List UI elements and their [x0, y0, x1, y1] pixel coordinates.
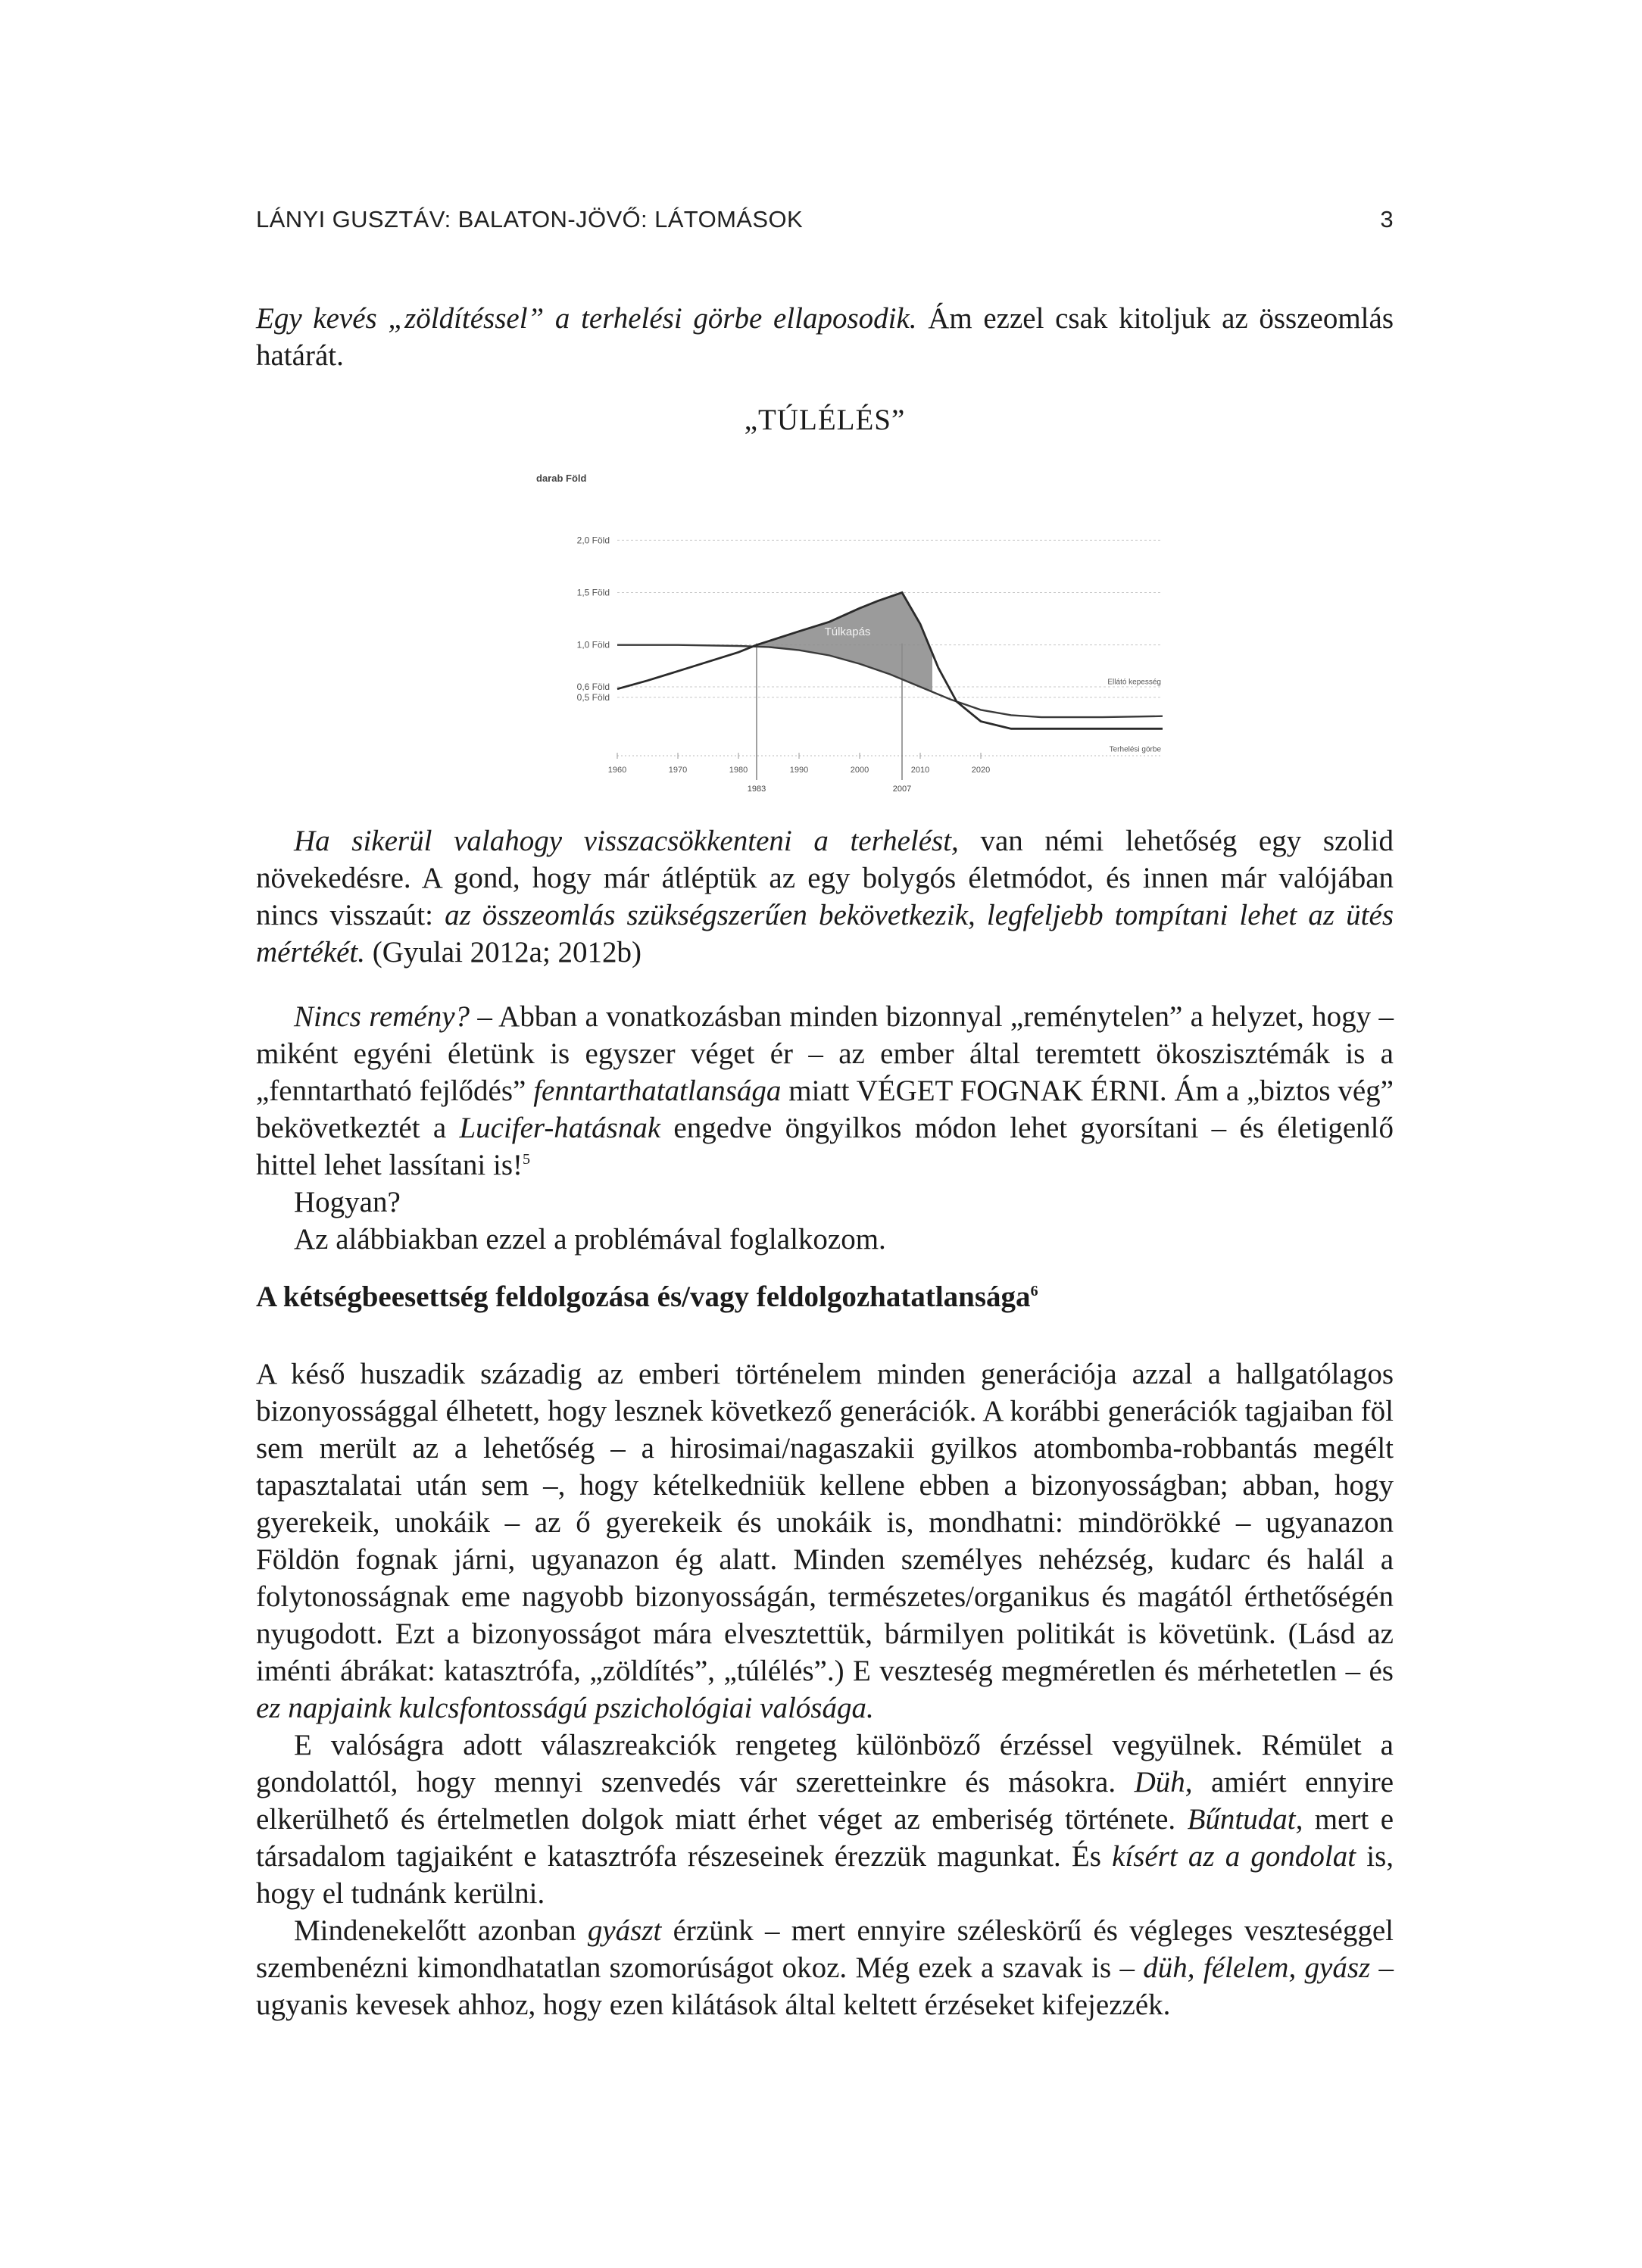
paragraph-2 — [256, 998, 1394, 1258]
p2-text-2: miatt VÉGET FOGNAK ÉRNI. Ám a „biztos vég” bekövetkeztét a — [256, 1075, 1394, 1144]
running-title: LÁNYI GUSZTÁV: BALATON-JÖVŐ: LÁTOMÁSOK — [256, 206, 804, 232]
p4-text-2: amiért ennyire elkerülhető és értelmetlen dolgok miatt érhet véget az emberiség története. — [256, 1766, 1394, 1836]
paragraph-4 — [256, 1727, 1394, 1912]
x-tick-label-0: 1960 — [607, 766, 627, 775]
overshoot-area — [757, 593, 932, 692]
x-tick-label-4: 2000 — [850, 766, 869, 775]
paragraph-3-to-5 — [256, 1355, 1394, 2023]
p2-italic-2: fenntarthatatlansága — [533, 1075, 782, 1107]
x-tick-label-3: 1990 — [789, 766, 809, 775]
chart-container — [515, 468, 1174, 801]
y-axis-label: darab Föld — [536, 473, 587, 484]
paragraph-5 — [256, 1912, 1394, 2023]
p2-line-alabbiakban: Az alábbiakban ezzel a problémával foglalkozom. — [294, 1223, 886, 1256]
x-marker-label-1: 2007 — [892, 785, 912, 794]
x-tick-label-2: 1980 — [729, 766, 748, 775]
p4-text-4: is, hogy el tudnánk kerülni. — [256, 1840, 1394, 1910]
p2-text-1: Abban a vonatkozásban minden bizonnyal „reménytelen” a helyzet, hogy – miként egyéni életünk is egyszer véget ér – az ember által teremtett ökoszisztémák is a „fenntartható fejlődés” — [256, 1000, 1394, 1107]
page-number: 3 — [1380, 206, 1394, 232]
p4-italic-2: Bűntudat, — [1187, 1803, 1303, 1836]
p2-italic-3: Lucifer-hatásnak — [459, 1112, 661, 1144]
paragraph-1 — [256, 822, 1394, 971]
footnote-6[interactable]: 6 — [1030, 1283, 1038, 1299]
survival-chart — [515, 468, 1174, 801]
p1-text-1: van némi lehetőség egy szolid növekedésre. A gond, hogy már átléptük az egy bolygós életmódot, és innen már valójában nincs visszaút: — [256, 825, 1394, 931]
p5-text-1: Mindenekelőtt azonban — [294, 1914, 588, 1947]
p2-italic-1: Nincs remény? – — [294, 1000, 492, 1033]
chart-title: „TÚLÉLÉS” — [744, 404, 906, 436]
p1-italic-1: Ha sikerül valahogy visszacsökkenteni a terhelést, — [294, 825, 959, 857]
p4-italic-1: Düh, — [1134, 1766, 1193, 1798]
running-header — [256, 206, 1394, 233]
lead-italic: Egy kevés „zöldítéssel” a terhelési görbe ellaposodik. — [256, 302, 917, 335]
x-tick-label-6: 2020 — [971, 766, 991, 775]
annotation-0: Túlkapás — [824, 625, 871, 639]
x-tick-label-1: 1970 — [668, 766, 688, 775]
lead-text: Ám ezzel csak kitoljuk az összeomlás határát. — [256, 302, 1394, 372]
p1-italic-2: az összeomlás szükségszerűen bekövetkezik, legfeljebb tompítani lehet az ütés mértékét. — [256, 899, 1394, 969]
x-tick-label-5: 2010 — [910, 766, 930, 775]
y-tick-label-3: 0,6 Föld — [576, 682, 610, 692]
p3-text-1: A késő huszadik századig az emberi történelem minden generációja azzal a hallgatólagos bizonyossággal élhetett, hogy lesznek következő generációk. A korábbi generációk tagjaiban föl sem merült az a lehetőség – a hirosimai/nagaszakii gyilkos atombomba-robbantás megélt tapasztalatai után sem –, hogy kételkedniük kellene ebben a bizonyosságban; abban, hogy gyerekeik, unokáik – az ő gyerekeik és unokáik is, mondhatni: mindörökké – ugyanazon Földön fognak járni, ugyanazon ég alatt. Minden személyes nehézség, kudarc és halál a folytonosságnak eme nagyobb bizonyosságán, természetes/organikus és magától érthetőségén nyugodott. Ezt a bizonyosságot mára elvesztettük, bármilyen politikát is követünk. (Lásd az iménti ábrákat: katasztrófa, „zöldítés”, „túlélés”.) E veszteség megméretlen és mérhetetlen – és — [256, 1358, 1394, 1687]
p2-line-hogyan: Hogyan? — [294, 1186, 401, 1218]
lead-paragraph — [256, 300, 1394, 374]
series-label-1: Terhelési görbe — [1109, 745, 1161, 754]
y-tick-label-1: 1,5 Föld — [576, 587, 610, 598]
p5-italic-1: gyászt — [587, 1914, 662, 1947]
y-tick-label-0: 2,0 Föld — [576, 535, 610, 546]
footnote-5[interactable]: 5 — [523, 1151, 531, 1168]
section-heading-text: A kétségbeesettség feldolgozása és/vagy feldolgozhatatlansága — [256, 1281, 1031, 1313]
p5-text-2: érzünk – mert ennyire széleskörű és végleges veszteséggel szembenézni kimondhatatlan szomorúságot okoz. Még ezek a szavak is – — [256, 1914, 1394, 1984]
p5-italic-2: düh, félelem, gyász — [1143, 1951, 1371, 1984]
p4-italic-3: kísért az a gondolat — [1112, 1840, 1356, 1873]
paragraph-3 — [256, 1355, 1394, 1727]
p3-italic-1: ez napjaink kulcsfontosságú pszichológiai valósága. — [256, 1692, 874, 1724]
p1-text-2: (Gyulai 2012a; 2012b) — [365, 936, 642, 969]
p4-text-1: E valóságra adott válaszreakciók rengeteg különböző érzéssel vegyülnek. Rémület a gondolattól, hogy mennyi szenvedés vár szeretteinkre és másokra. — [256, 1729, 1394, 1798]
p5-text-3: – ugyanis kevesek ahhoz, hogy ezen kilátások által keltett érzéseket kifejezzék. — [256, 1951, 1394, 2021]
y-tick-label-2: 1,0 Föld — [576, 639, 610, 650]
p4-text-3: mert e társadalom tagjaiként e katasztrófa részeseinek érezzük magunkat. És — [256, 1803, 1394, 1873]
y-tick-label-4: 0,5 Föld — [576, 691, 610, 703]
series-label-0: Ellátó kepesség — [1107, 678, 1161, 687]
p2-text-3: engedve öngyilkos módon lehet gyorsítani – és életigenlő hittel lehet lassítani is! — [256, 1112, 1394, 1181]
x-marker-label-0: 1983 — [747, 785, 766, 794]
section-heading — [256, 1280, 1394, 1314]
